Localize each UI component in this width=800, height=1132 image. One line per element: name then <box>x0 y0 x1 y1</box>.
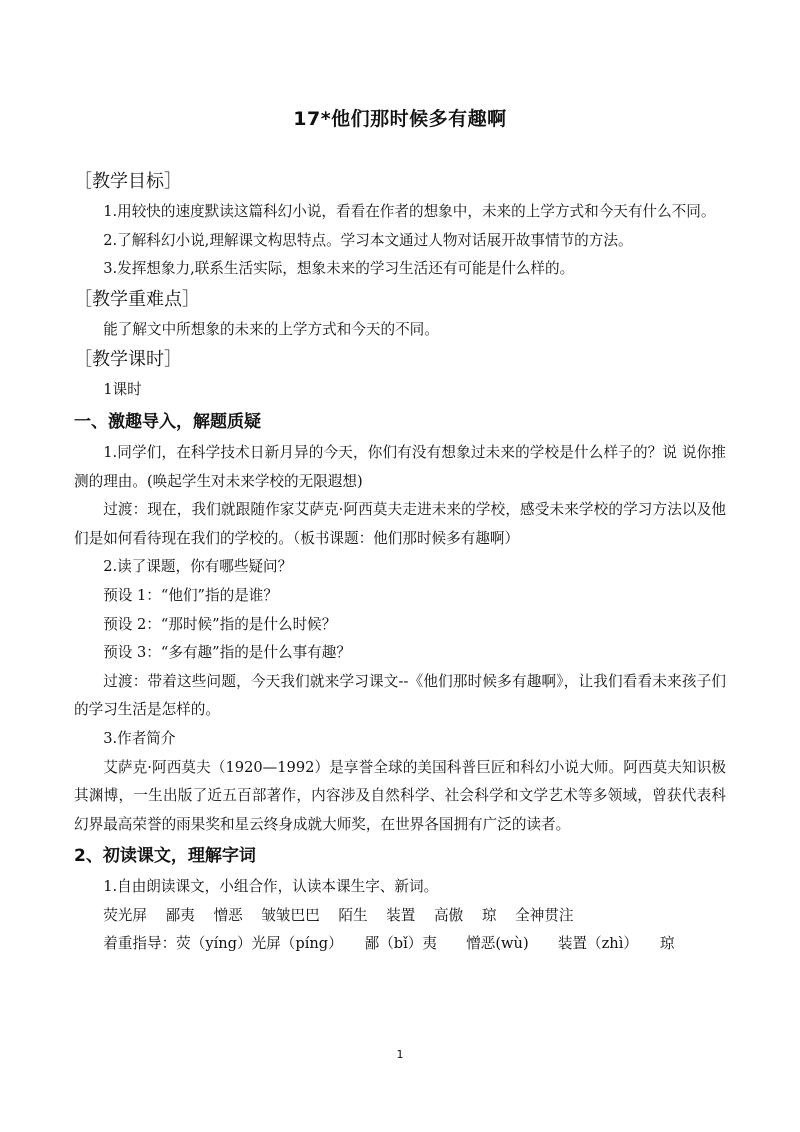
paragraph: 预设 2：“那时候”指的是什么时候？ <box>103 615 337 633</box>
paragraph: 1.同学们，在科学技术日新月异的今天，你们有没有想象过未来的学校是什么样子的？说 说你推测的理由。(唤起学生对未来学校的无限遐想) <box>74 443 726 490</box>
word: 全神贯注 <box>515 906 574 924</box>
word: 皱皱巴巴 <box>261 906 320 924</box>
paragraph: 1.自由朗读课文，小组合作，认读本课生字、新词。 <box>103 878 439 896</box>
word: 鄙夷 <box>165 906 195 924</box>
goal-item-1: 1.用较快的速度默读这篇科幻小说，看看在作者的想象中，未来的上学方式和今天有什么不同。 <box>103 203 716 220</box>
section-heading-keypoints: ［教学重难点］ <box>74 288 200 310</box>
goal-item-3: 3.发挥想象力,联系生活实际，想象未来的学习生活还有可能是什么样的。 <box>103 260 575 278</box>
author-intro: 艾萨克·阿西莫夫（1920—1992）是享誉全球的美国科普巨匠和科幻小说大师。阿西莫夫知识极其渊博，一生出版了近五百部著作，内容涉及自然科学、社会科学和文学艺术等多领域，曾获代表科幻界最高荣誉的雨果奖和星云终身成就大师奖，在世界各国拥有广泛的读者。 <box>74 758 726 833</box>
paragraph: 过渡：带着这些问题，今天我们就来学习课文--《他们那时候多有趣啊》，让我们看看未来孩子们的学习生活是怎样的。 <box>74 672 726 719</box>
paragraph: 2.读了课题，你有哪些疑问？ <box>103 558 293 576</box>
page-number: 1 <box>396 1048 404 1061</box>
paragraph: 预设 1：“他们”指的是谁？ <box>103 586 278 604</box>
paragraph: 3.作者简介 <box>103 729 176 747</box>
paragraph: 过渡：现在，我们就跟随作家艾萨克·阿西莫夫走进未来的学校，感受未来学校的学习方法以及他们是如何看待现在我们的学校的。（板书课题：他们那时候多有趣啊） <box>74 501 726 547</box>
section-heading-goals: ［教学目标］ <box>74 171 182 192</box>
word: 装置 <box>386 906 416 924</box>
word: 高傲 <box>434 906 464 924</box>
hours-text: 1课时 <box>103 381 142 399</box>
pronunciation-guide: 着重指导：荧（yíng）光屏（píng） 鄙（bǐ）夷 憎恶(wù) 装置（zhì） 琼 <box>103 935 675 953</box>
word: 陌生 <box>338 906 368 924</box>
word-list <box>103 902 726 931</box>
keypoints-text: 能了解文中所想象的未来的上学方式和今天的不同。 <box>103 320 439 338</box>
part2-heading: 2、初读课文，理解字词 <box>74 846 256 867</box>
paragraph: 预设 3：“多有趣”指的是什么事有趣？ <box>103 644 351 662</box>
section-heading-hours: ［教学课时］ <box>74 349 182 371</box>
part1-heading: 一、激趣导入，解题质疑 <box>74 411 261 432</box>
goal-item-2: 2.了解科幻小说,理解课文构思特点。学习本文通过人物对话展开故事情节的方法。 <box>103 231 633 249</box>
word: 琼 <box>481 906 497 924</box>
document-title: 17*他们那时候多有趣啊 <box>293 108 507 130</box>
document-body <box>74 166 726 959</box>
word: 憎恶 <box>213 906 243 924</box>
word: 荧光屏 <box>103 906 147 924</box>
